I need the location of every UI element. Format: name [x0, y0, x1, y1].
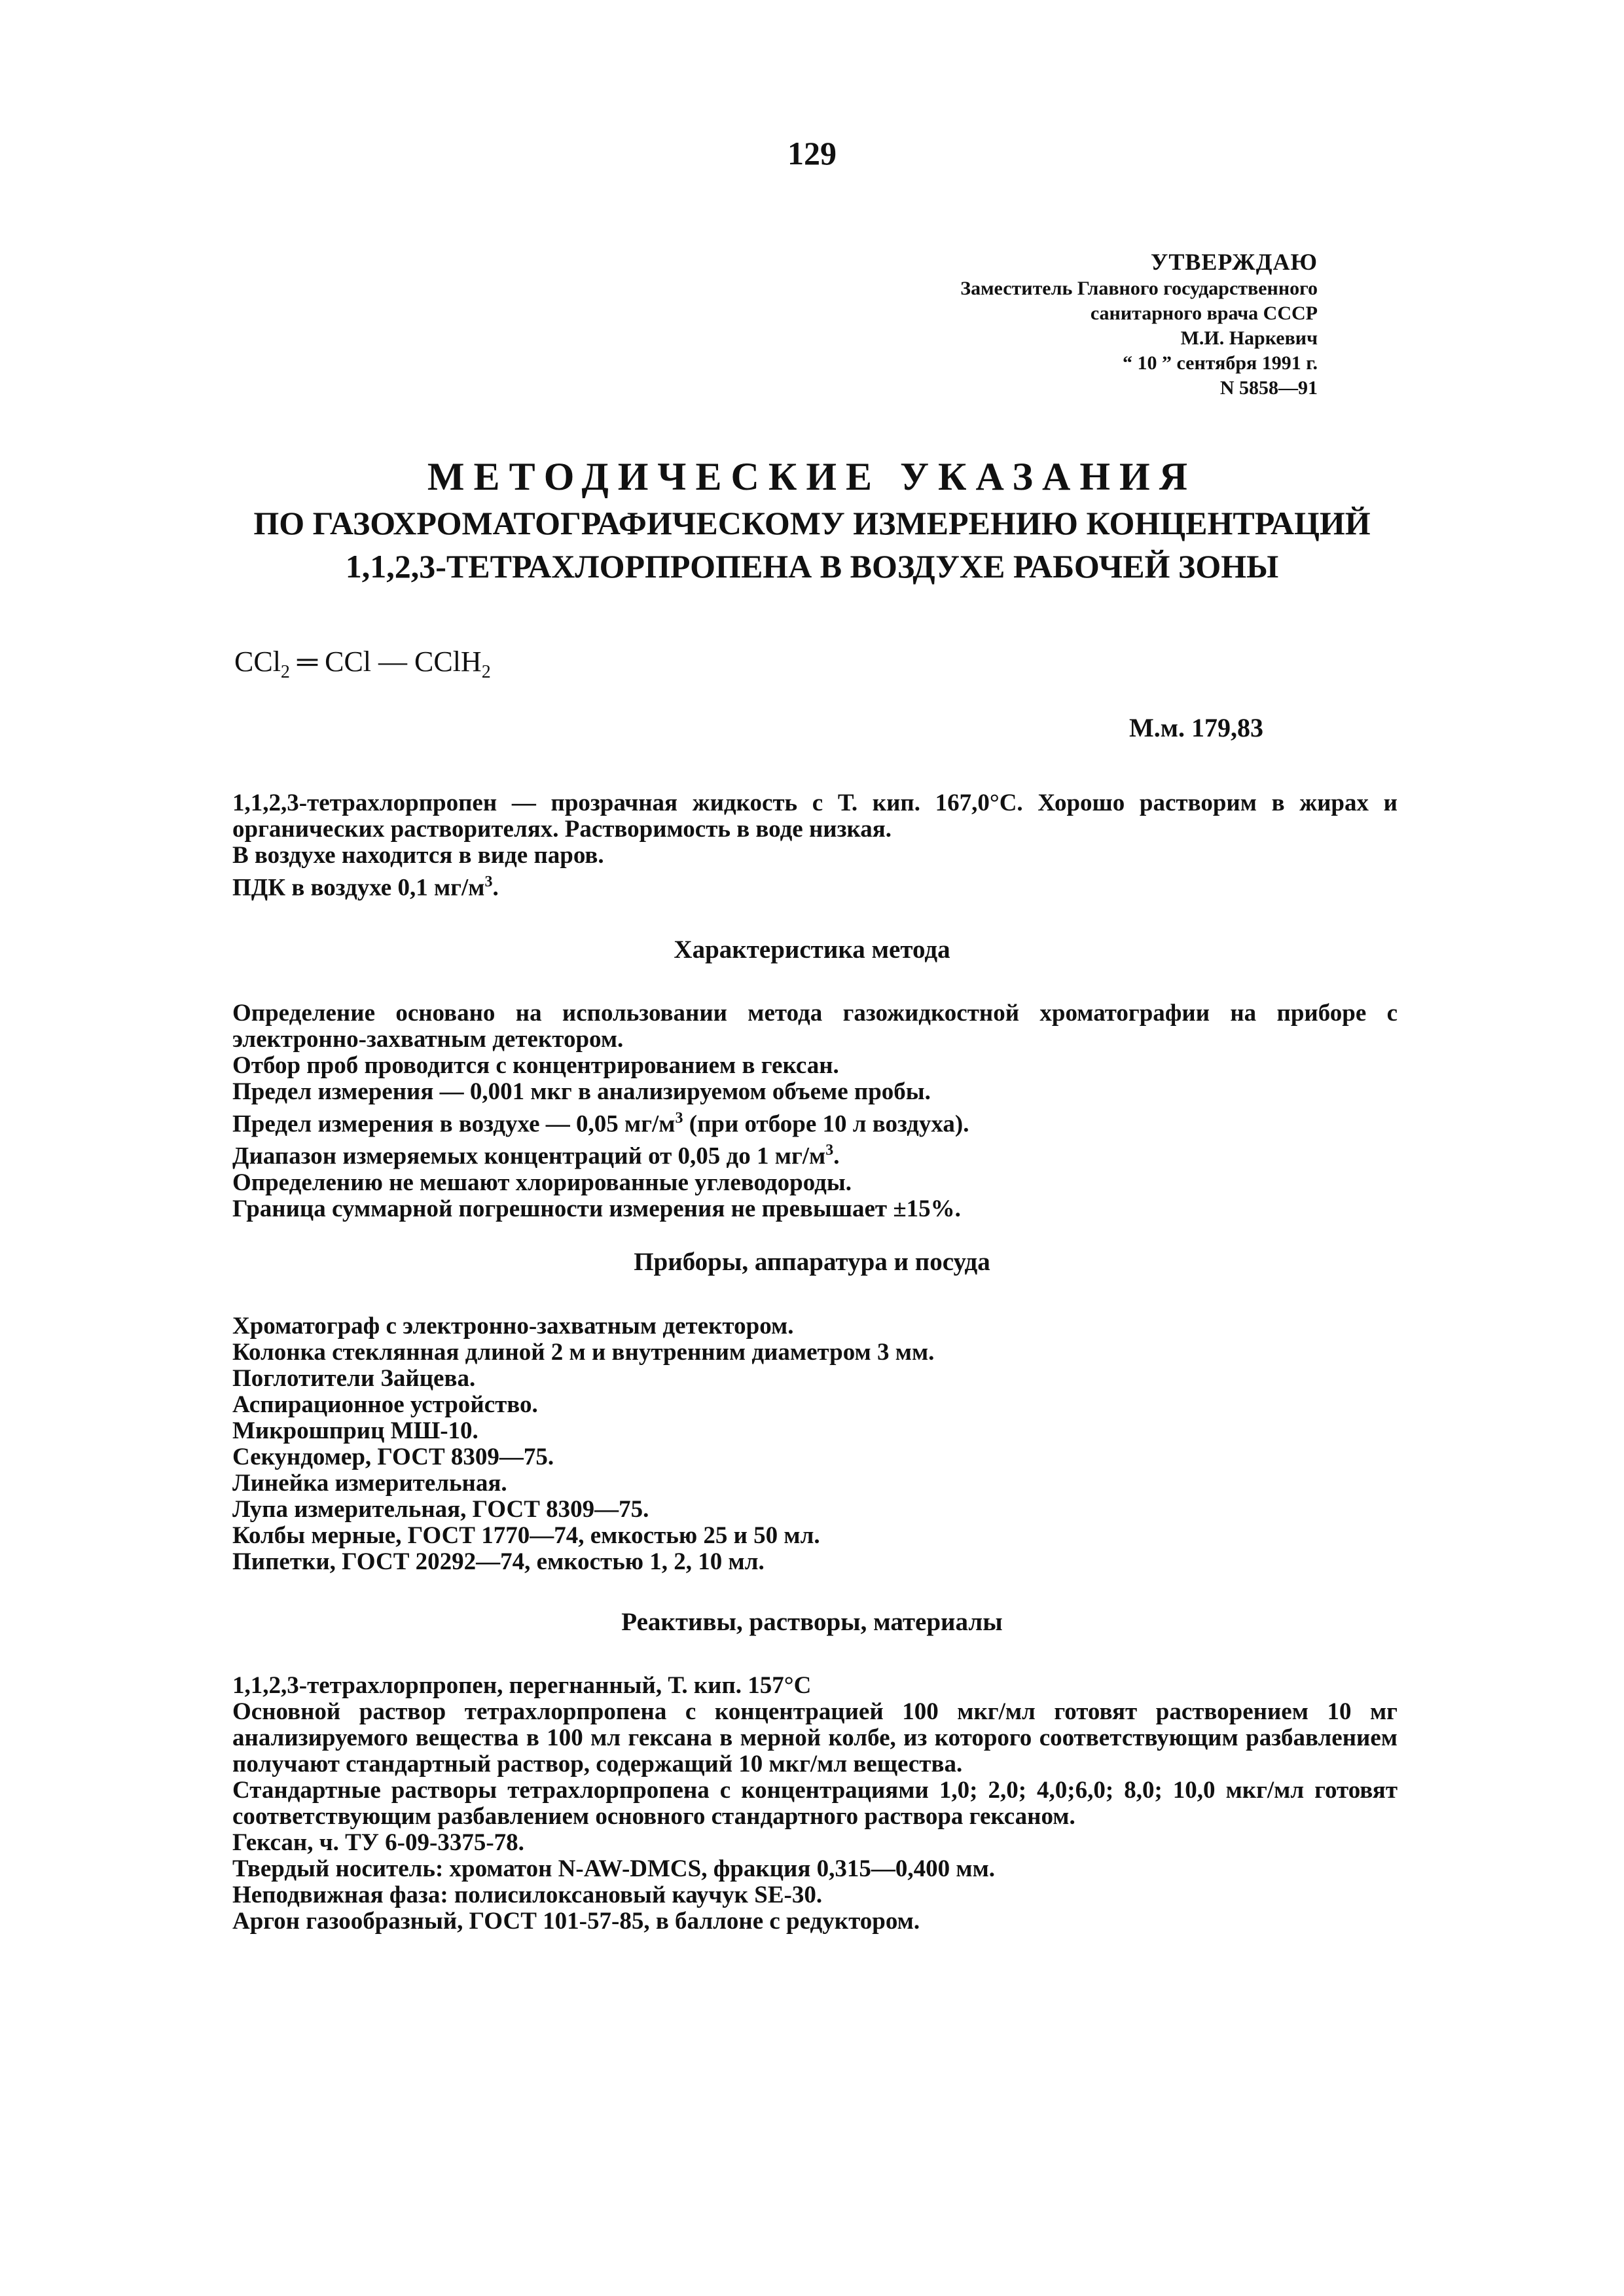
- list-item: Колонка стеклянная длиной 2 м и внутренним диаметром 3 мм.: [232, 1339, 935, 1366]
- approval-line-2: санитарного врача СССР: [1090, 302, 1318, 324]
- title-line-3: 1,1,2,3-ТЕТРАХЛОРПРОПЕНА В ВОЗДУХЕ РАБОЧЕЙ ЗОНЫ: [345, 548, 1279, 585]
- approval-line-5: N 5858—91: [1219, 377, 1318, 399]
- list-item: Аспирационное устройство.: [232, 1391, 538, 1418]
- approval-heading: УТВЕРЖДАЮ: [1150, 249, 1318, 275]
- intro-block: [232, 790, 1398, 901]
- reagents-paragraph-2: Основной раствор тетрахлорпропена с концентрацией 100 мкг/мл готовят растворением 10 мг анализируемого вещества в 100 мл гексана в мерной колбе, из которого соответствующим разбавлением получают стандартный раствор, содержащий 10 мкг/мл вещества.: [232, 1698, 1398, 1777]
- intro-paragraph-2: В воздухе находится в виде паров.: [232, 842, 604, 869]
- reagents-paragraph-5: Твердый носитель: хроматон N-AW-DMCS, фракция 0,315—0,400 мм.: [232, 1855, 996, 1882]
- formula-subscript-b: 2: [481, 661, 491, 682]
- title-line-1: МЕТОДИЧЕСКИЕ УКАЗАНИЯ: [427, 455, 1197, 498]
- list-item: Пипетки, ГОСТ 20292—74, емкостью 1, 2, 10 мл.: [232, 1548, 765, 1575]
- list-item: Линейка измерительная.: [232, 1470, 507, 1497]
- intro-paragraph-1: 1,1,2,3-тетрахлорпропен — прозрачная жидкость с Т. кип. 167,0°С. Хорошо растворим в жирах и органических растворителях. Растворимость в воде низкая.: [232, 790, 1398, 843]
- mpc-text: ПДК в воздухе 0,1 мг/м: [232, 874, 485, 902]
- reagents-paragraph-7: Аргон газообразный, ГОСТ 101-57-85, в баллоне с редуктором.: [232, 1908, 920, 1935]
- method-paragraph-1: Определение основано на использовании метода газожидкостной хроматографии на приборе с электронно-захватным детектором.: [232, 1000, 1398, 1053]
- reagents-paragraph-1: 1,1,2,3-тетрахлорпропен, перегнанный, Т. кип. 157°С: [232, 1672, 812, 1699]
- range-text: Диапазон измеряемых концентраций от 0,05 до 1 мг/м: [232, 1142, 826, 1170]
- molar-mass: М.м. 179,83: [1129, 713, 1263, 742]
- formula-part-b: ═ CCl — CClH: [289, 646, 482, 678]
- title-line-2: ПО ГАЗОХРОМАТОГРАФИЧЕСКОМУ ИЗМЕРЕНИЮ КОНЦЕНТРАЦИЙ: [253, 505, 1371, 541]
- chemical-formula: [234, 645, 491, 683]
- approval-line-4: “ 10 ” сентября 1991 г.: [1122, 352, 1318, 374]
- reagents-paragraph-4: Гексан, ч. ТУ 6-09-3375-78.: [232, 1829, 524, 1856]
- approval-stamp: [960, 247, 1318, 401]
- limit-superscript: 3: [675, 1110, 683, 1127]
- mpc-superscript: 3: [484, 873, 493, 890]
- section-heading-method: Характеристика метода: [674, 936, 950, 964]
- section-heading-equipment: Приборы, аппаратура и посуда: [634, 1248, 990, 1276]
- page-number: 129: [787, 135, 837, 172]
- mpc-end: .: [492, 874, 499, 902]
- method-paragraph-2: Отбор проб проводится с концентрированием в гексан.: [232, 1052, 839, 1079]
- method-paragraph-3: Предел измерения — 0,001 мкг в анализируемом объеме пробы.: [232, 1078, 931, 1105]
- range-superscript: 3: [825, 1142, 834, 1159]
- section-heading-reagents: Реактивы, растворы, материалы: [621, 1608, 1003, 1636]
- method-paragraph-7: Граница суммарной погрешности измерения не превышает ±15%.: [232, 1195, 961, 1222]
- list-item: Секундомер, ГОСТ 8309—75.: [232, 1444, 554, 1470]
- limit-tail: (при отборе 10 л воздуха).: [683, 1110, 969, 1138]
- reagents-paragraph-3: Стандартные растворы тетрахлорпропена с концентрациями 1,0; 2,0; 4,0;6,0; 8,0; 10,0 мкг/мл готовят соответствующим разбавлением основного стандартного раствора гексаном.: [232, 1777, 1398, 1830]
- approval-line-3: М.И. Наркевич: [1180, 327, 1318, 349]
- method-paragraph-5: [232, 1137, 1398, 1169]
- intro-paragraph-3: [232, 869, 1398, 901]
- reagents-block: [232, 1673, 1398, 1935]
- list-item: Поглотители Зайцева.: [232, 1365, 476, 1392]
- list-item: Лупа измерительная, ГОСТ 8309—75.: [232, 1496, 649, 1523]
- document-title: [0, 452, 1624, 588]
- limit-text: Предел измерения в воздухе — 0,05 мг/м: [232, 1110, 676, 1138]
- list-item: Хроматограф с электронно-захватным детектором.: [232, 1313, 794, 1339]
- range-tail: .: [833, 1142, 840, 1170]
- list-item: Колбы мерные, ГОСТ 1770—74, емкостью 25 и 50 мл.: [232, 1522, 820, 1549]
- list-item: Микрошприц МШ-10.: [232, 1417, 478, 1444]
- equipment-list: [232, 1313, 1398, 1575]
- method-paragraph-6: Определению не мешают хлорированные углеводороды.: [232, 1169, 852, 1196]
- formula-part-a: CCl: [234, 646, 281, 678]
- method-paragraph-4: [232, 1105, 1398, 1137]
- reagents-paragraph-6: Неподвижная фаза: полисилоксановый каучук SE-30.: [232, 1882, 823, 1908]
- approval-line-1: Заместитель Главного государственного: [960, 278, 1318, 299]
- formula-subscript-a: 2: [280, 661, 290, 682]
- method-block: [232, 1000, 1398, 1222]
